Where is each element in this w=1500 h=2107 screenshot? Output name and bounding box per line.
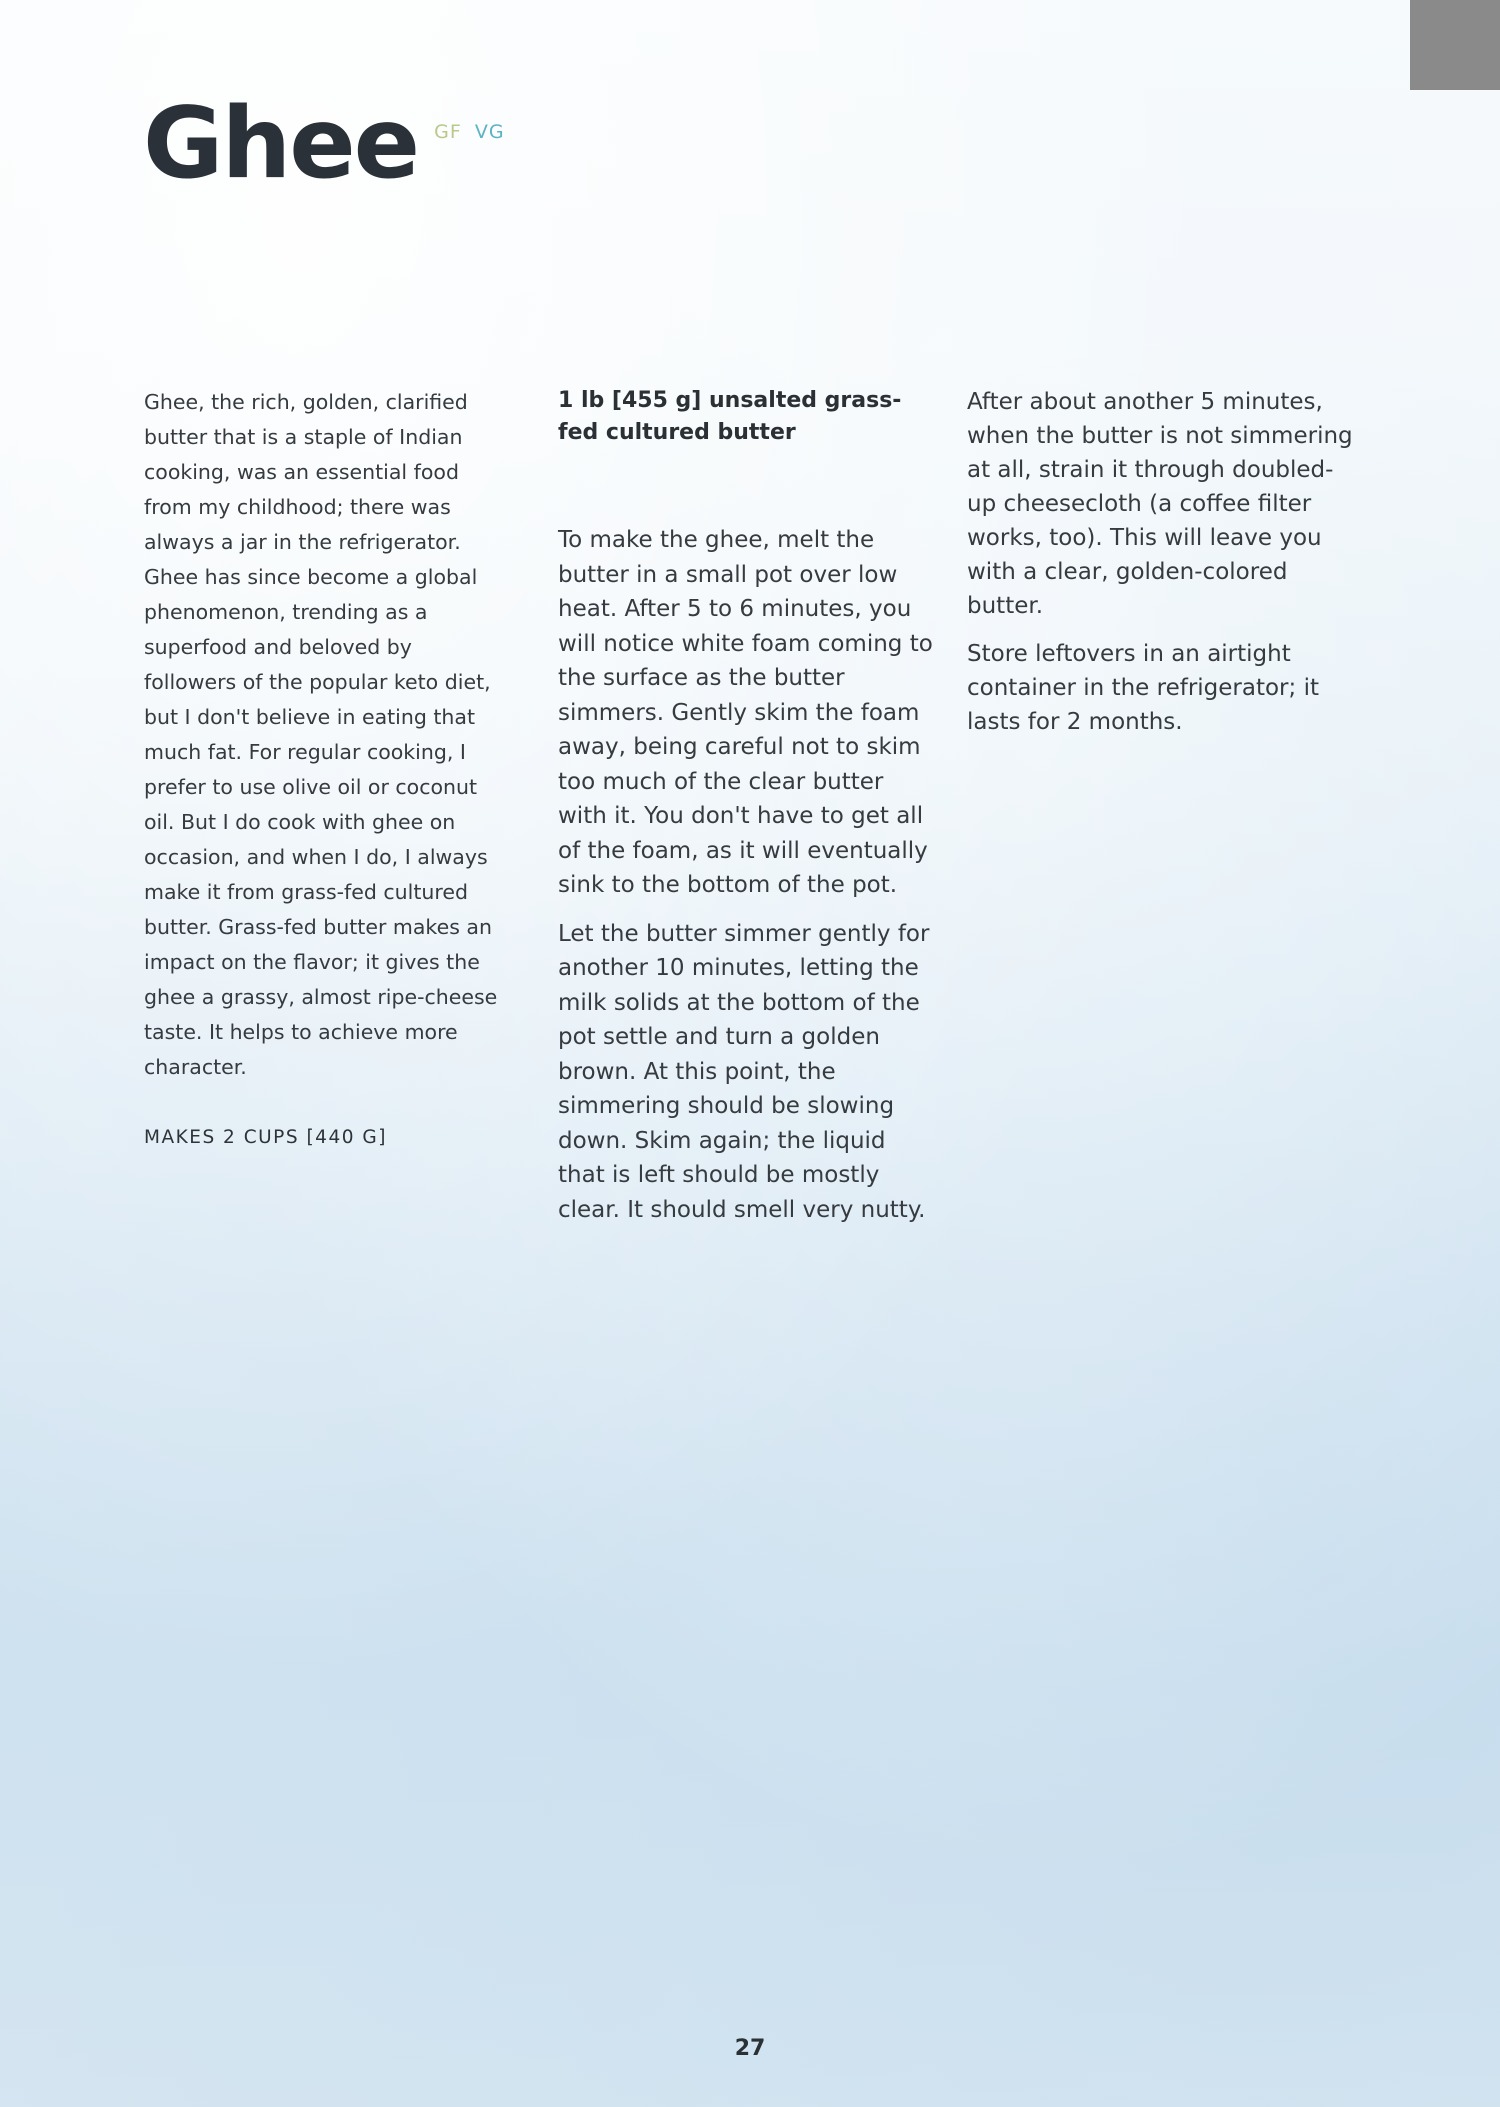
intro-column <box>144 385 504 1155</box>
diet-tags <box>434 121 504 143</box>
ingredient-item: 1 lb [455 g] unsalted grass-fed cultured butter <box>558 388 902 445</box>
vegetarian-tag: VG <box>474 121 505 143</box>
intro-paragraph: Ghee, the rich, golden, clarified butter that is a staple of Indian cooking, was an essential food from my childhood; there was always a jar in the refrigerator. Ghee has since become a global phenomenon, trending as a superfood and beloved by followers of the popular keto diet, but I don't believe in eating that much fat. For regular cooking, I prefer to use olive oil or coconut oil. But I do cook with ghee on occasion, and when I do, I always make it from grass-fed cultured butter. Grass-fed butter makes an impact on the flavor; it gives the ghee a grassy, almost ripe-cheese taste. It helps to achieve more character. <box>144 390 498 1079</box>
page-number: 27 <box>734 2036 766 2061</box>
step-paragraph: Let the butter simmer gently for another 10 minutes, letting the milk solids at the bottom of the pot settle and turn a golden brown. At this point, the simmering should be slowing down. Skim again; the liquid that is left should be mostly clear. It should smell very nutty. <box>558 920 930 1223</box>
recipe-header <box>143 87 505 201</box>
recipe-title: Ghee <box>143 87 419 201</box>
step-paragraph: Store leftovers in an airtight container in the refrigerator; it lasts for 2 months. <box>967 641 1319 735</box>
gluten-free-tag: GF <box>434 121 462 143</box>
step-paragraph: To make the ghee, melt the butter in a small pot over low heat. After 5 to 6 minutes, you will notice white foam coming to the surface as the butter simmers. Gently skim the foam away, being careful not to skim too much of the clear butter with it. You don't have to get all of the foam, as it will eventually sink to the bottom of the pot. <box>558 527 933 898</box>
recipe-yield: MAKES 2 CUPS [440 G] <box>144 1127 387 1148</box>
steps-column <box>967 385 1357 753</box>
ingredients-column <box>558 385 933 1241</box>
step-paragraph: After about another 5 minutes, when the butter is not simmering at all, strain it through doubled-up cheesecloth (a coffee filter works, too). This will leave you with a clear, golden-colored butter. <box>967 389 1353 619</box>
